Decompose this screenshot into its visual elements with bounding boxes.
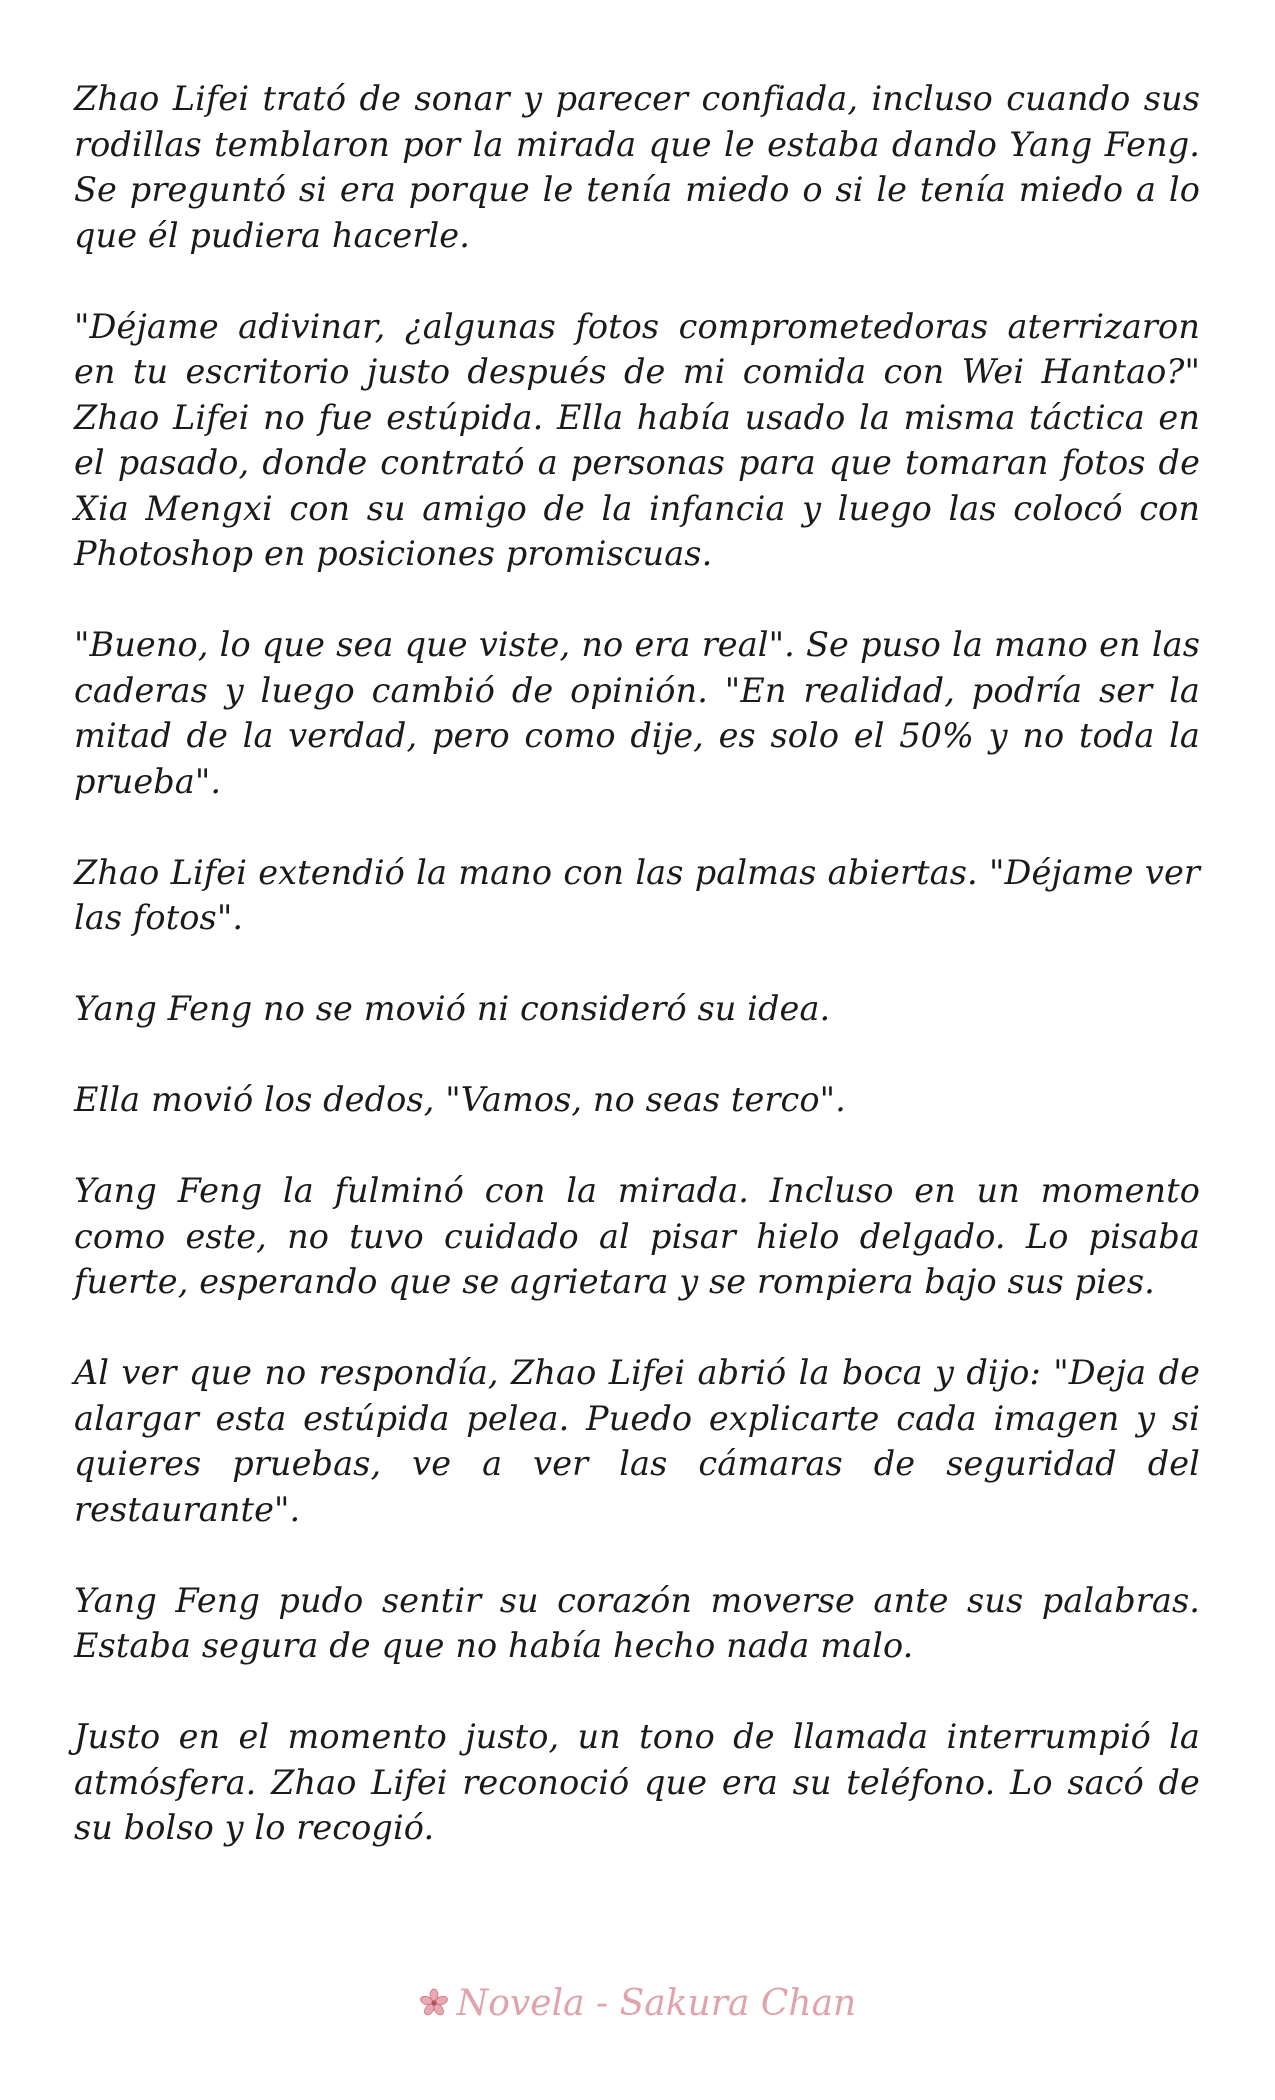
watermark-text: Novela - Sakura Chan: [456, 1983, 857, 2024]
paragraph-3: "Bueno, lo que sea que viste, no era real". Se puso la mano en las caderas y luego cambió de opinión. "En realidad, podría ser la mitad de la verdad, pero como dije, es solo el 50% y no toda la prueba".: [74, 625, 1200, 801]
paragraph-5: Yang Feng no se movió ni consideró su idea.: [74, 989, 831, 1028]
paragraph-4: Zhao Lifei extendió la mano con las palmas abiertas. "Déjame ver las fotos".: [74, 852, 1200, 937]
paragraph-8: Al ver que no respondía, Zhao Lifei abrió la boca y dijo: "Deja de alargar esta estúpida pelea. Puedo explicarte cada imagen y si quieres pruebas, ve a ver las cámaras de seguridad del restaurante".: [74, 1353, 1200, 1529]
paragraph-7: Yang Feng la fulminó con la mirada. Incluso en un momento como este, no tuvo cuidado al pisar hielo delgado. Lo pisaba fuerte, esperando que se agrietara y se rompiera bajo sus pies.: [74, 1171, 1200, 1301]
watermark: [0, 1982, 1275, 2026]
paragraph-10: Justo en el momento justo, un tono de llamada interrumpió la atmósfera. Zhao Lifei reconoció que era su teléfono. Lo sacó de su bolso y lo recogió.: [74, 1717, 1200, 1847]
paragraph-1: Zhao Lifei trató de sonar y parecer confiada, incluso cuando sus rodillas temblaron por la mirada que le estaba dando Yang Feng. Se preguntó si era porque le tenía miedo o si le tenía miedo a lo que él pudiera hacerle.: [74, 79, 1200, 255]
paragraph-2: "Déjame adivinar, ¿algunas fotos comprometedoras aterrizaron en tu escritorio justo después de mi comida con Wei Hantao?" Zhao Lifei no fue estúpida. Ella había usado la misma táctica en el pasado, donde contrató a personas para que tomaran fotos de Xia Mengxi con su amigo de la infancia y luego las colocó con Photoshop en posiciones promiscuas.: [74, 306, 1200, 573]
sakura-blossom-icon: [419, 1988, 449, 2018]
paragraph-9: Yang Feng pudo sentir su corazón moverse ante sus palabras. Estaba segura de que no había hecho nada malo.: [74, 1580, 1200, 1665]
paragraph-6: Ella movió los dedos, "Vamos, no seas terco".: [74, 1080, 846, 1119]
body-text: [74, 76, 1200, 1851]
